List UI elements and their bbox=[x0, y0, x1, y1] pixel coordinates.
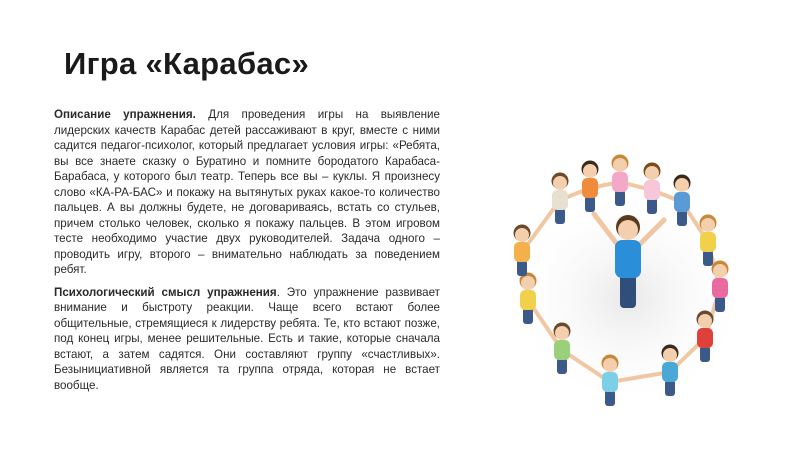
children-circle-illustration bbox=[500, 138, 762, 430]
slide-title: Игра «Карабас» bbox=[64, 46, 310, 81]
meaning-paragraph bbox=[54, 285, 440, 394]
description-text: Для проведения игры на выявление лидерских качеств Карабас детей рассаживают в круг, вместе с ними садится педагог-психолог, который предлагает условия игры: «Ребята, вы все знаете сказку о Буратино и помните бородатого Карабаса-Барабаса, у которого был театр. Теперь все вы – куклы. Я произнесу слово «КА-РА-БАС» и покажу на вытянутых руках какое-то количество пальцев. А вы должны будете, не договариваясь, встать со стульев, причем столько человек, сколько я покажу пальцев. В этом игровом тесте необходимо участие двух руководителей. Задача одного – проводить игру, второго – внимательно наблюдать за поведением ребят. bbox=[54, 108, 440, 276]
description-paragraph bbox=[54, 107, 440, 278]
meaning-text: . Это упражнение развивает внимание и быстроту реакции. Чаще всего встают более общительные, стремящиеся к лидерству ребята. Те, кто встают позже, под конец игры, менее решительные. Есть и такие, которые сначала встают, а затем садятся. Они составляют группу «счастливых». Безынициативной является та группа отряда, которая не встает вообще. bbox=[54, 285, 440, 392]
description-heading: Описание упражнения. bbox=[54, 108, 196, 121]
body-text bbox=[54, 107, 440, 400]
meaning-heading: Психологический смысл упражнения bbox=[54, 285, 277, 299]
